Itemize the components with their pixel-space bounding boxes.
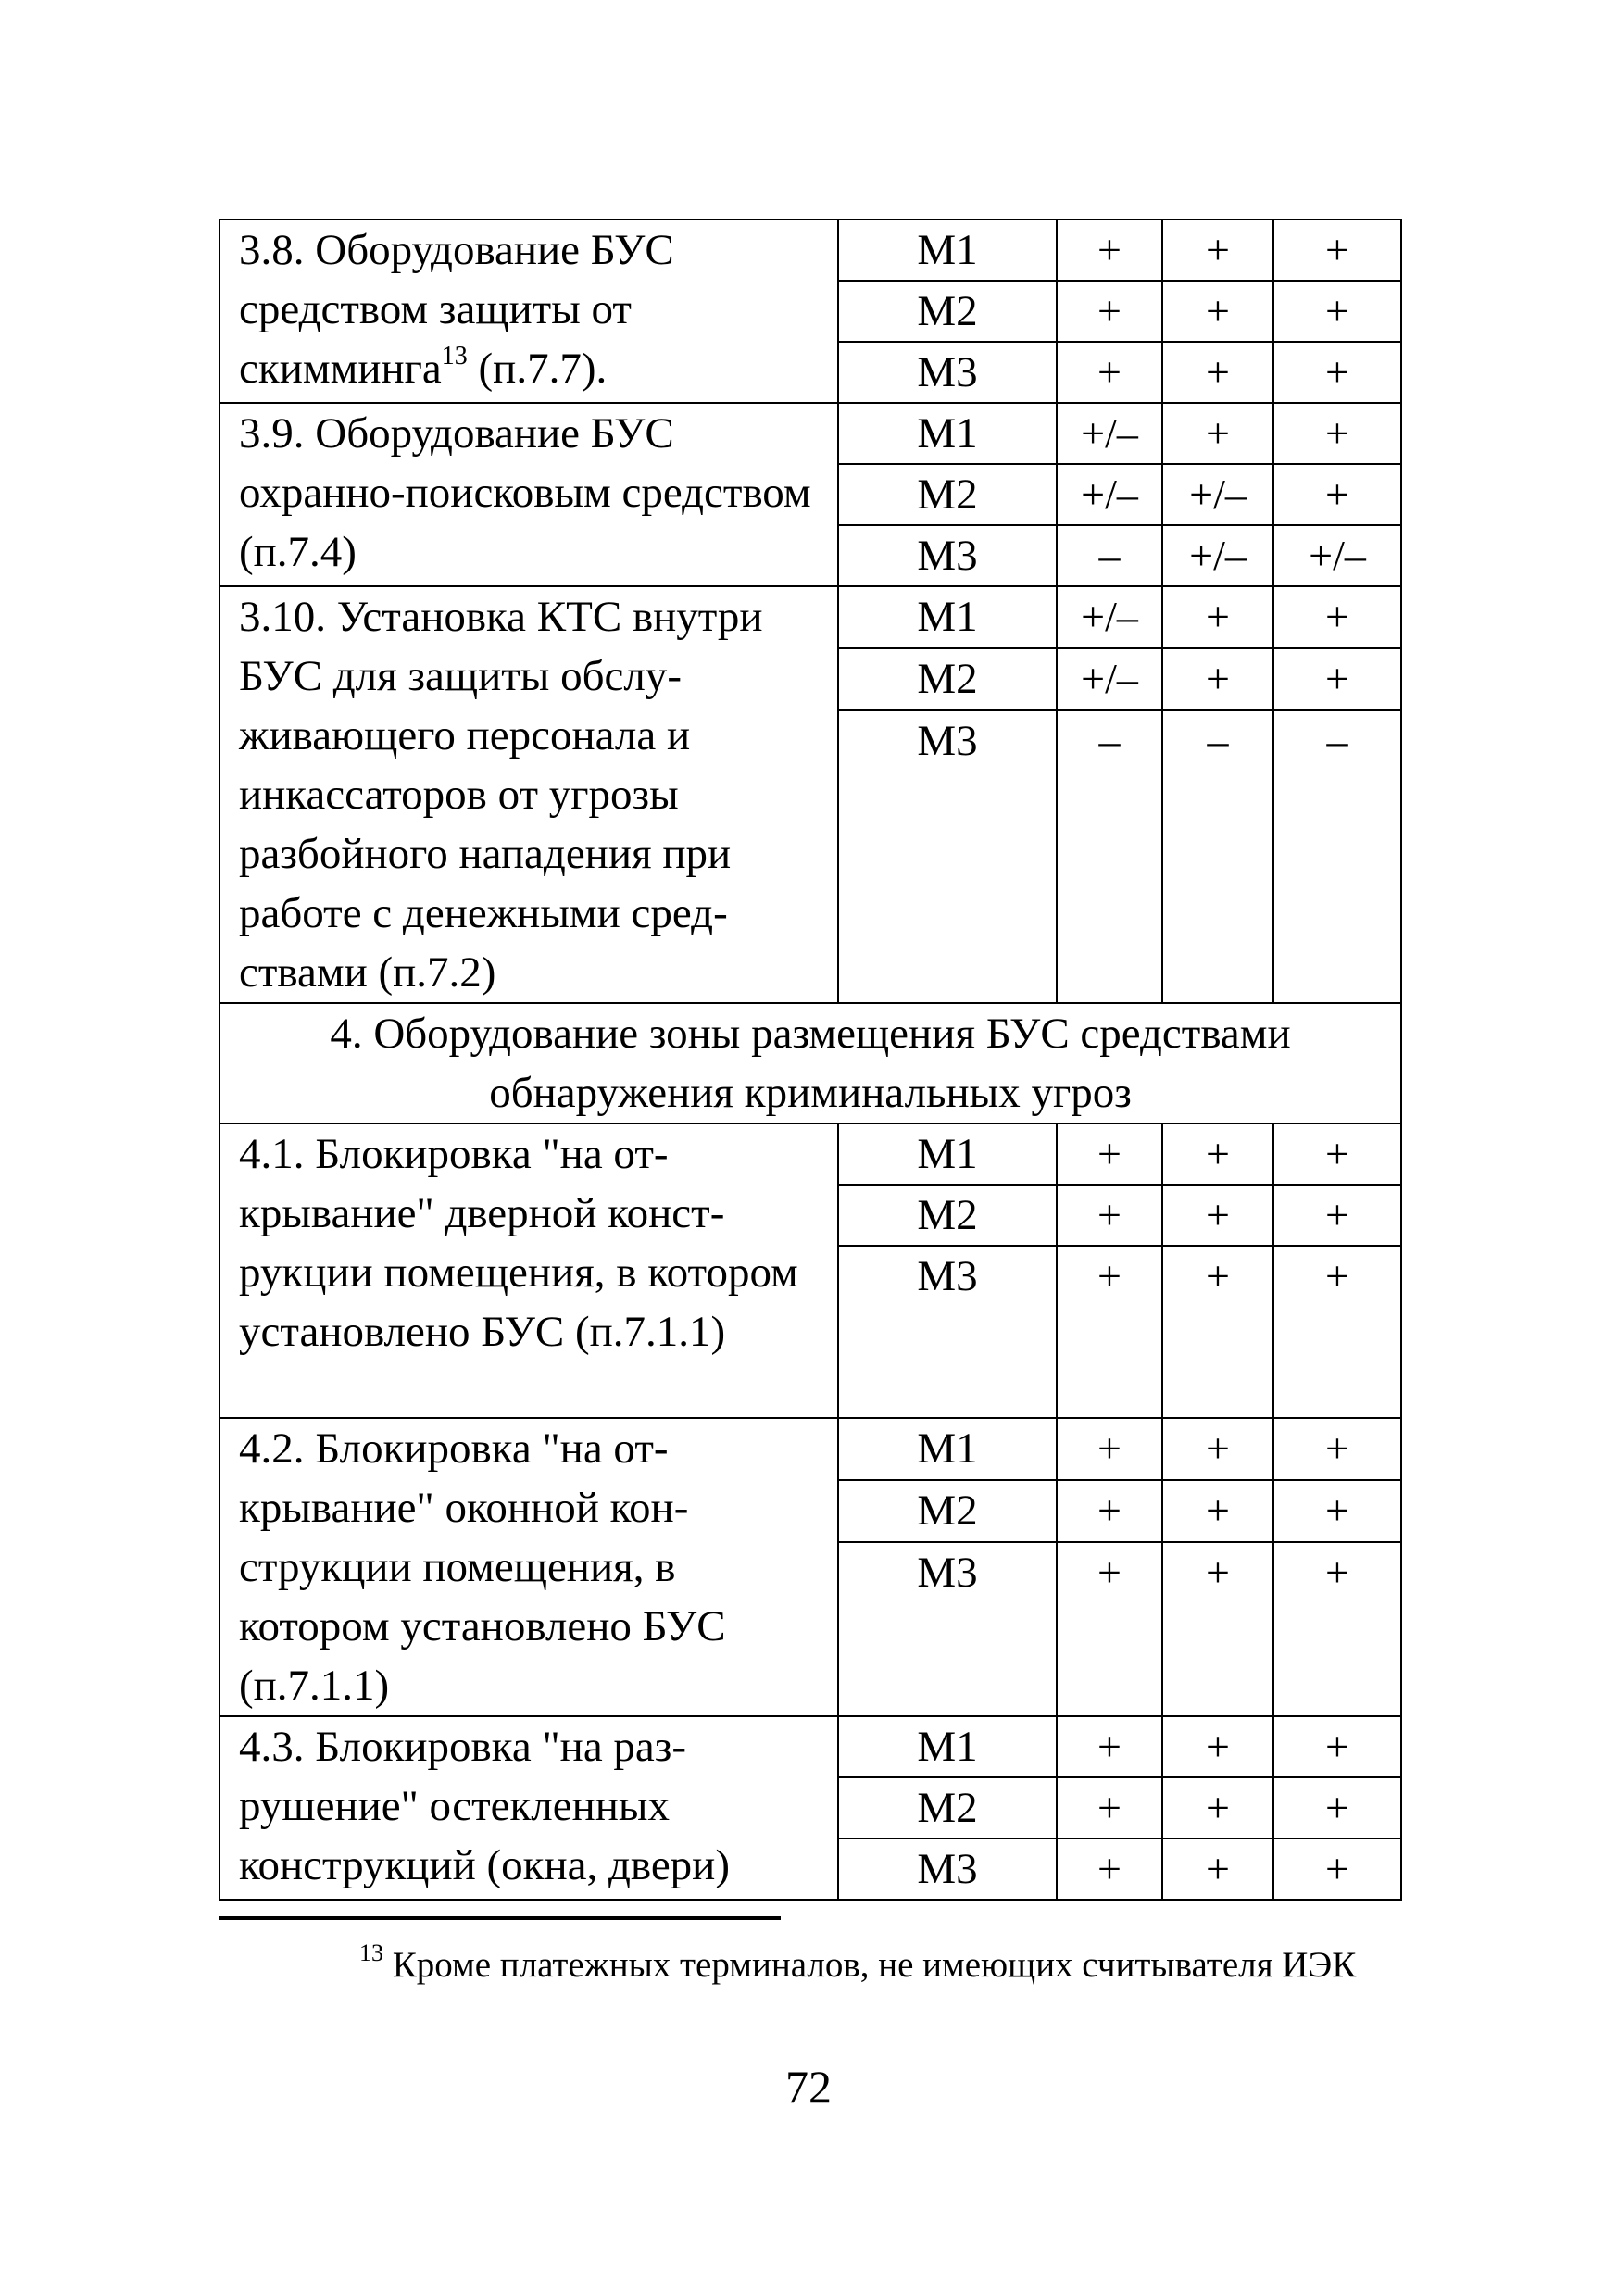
value-cell: +/–	[1057, 464, 1162, 525]
value-cell: +	[1057, 1838, 1162, 1900]
value-cell: +	[1162, 342, 1273, 403]
modification-cell: М2	[838, 1480, 1057, 1542]
value-cell: –	[1057, 525, 1162, 586]
value-cell: +	[1273, 1123, 1401, 1185]
value-cell: +	[1057, 1777, 1162, 1838]
value-cell: +	[1057, 1418, 1162, 1480]
page-number: 72	[785, 2061, 832, 2113]
value-cell: +	[1273, 464, 1401, 525]
modification-cell: М1	[838, 1418, 1057, 1480]
modification-cell: М2	[838, 1185, 1057, 1246]
modification-cell: М2	[838, 1777, 1057, 1838]
table-row	[219, 586, 1401, 648]
row-description: 4.3. Блокировка "на разрушение" остекленных конструкций (окна, двери)	[219, 1716, 838, 1900]
modification-cell: М3	[838, 342, 1057, 403]
modification-cell: М3	[838, 1542, 1057, 1716]
value-cell: +	[1057, 281, 1162, 342]
value-cell: +	[1162, 281, 1273, 342]
value-cell: +	[1273, 403, 1401, 464]
value-cell: +	[1273, 1418, 1401, 1480]
modification-cell: М3	[838, 710, 1057, 1003]
value-cell: +	[1273, 342, 1401, 403]
modification-cell: М2	[838, 281, 1057, 342]
value-cell: +	[1162, 1777, 1273, 1838]
table-row	[219, 403, 1401, 464]
value-cell: +	[1057, 1542, 1162, 1716]
row-description: 3.9. Оборудование БУС охранно-поисковым средством (п.7.4)	[219, 403, 838, 586]
value-cell: +	[1273, 281, 1401, 342]
modification-cell: М3	[838, 1838, 1057, 1900]
value-cell: +	[1273, 1246, 1401, 1418]
value-cell: +	[1162, 1838, 1273, 1900]
value-cell: +	[1057, 220, 1162, 281]
modification-cell: М3	[838, 1246, 1057, 1418]
value-cell: +	[1273, 1542, 1401, 1716]
value-cell: +	[1162, 1185, 1273, 1246]
table-row	[219, 1418, 1401, 1480]
value-cell: +	[1057, 1246, 1162, 1418]
row-description: 3.10. Установка КТС внутри БУС для защиты обслуживающего персонала и инкассаторов от угрозы разбойного нападения при работе с денежными средствами (п.7.2)	[219, 586, 838, 1003]
row-description: 4.1. Блокировка "на открывание" дверной конструкции помещения, в котором установлено БУС (п.7.1.1)	[219, 1123, 838, 1418]
value-cell: +	[1162, 586, 1273, 648]
value-cell: +/–	[1162, 464, 1273, 525]
value-cell: +/–	[1273, 525, 1401, 586]
footnote-ref: 13	[441, 342, 468, 370]
value-cell: +	[1057, 1480, 1162, 1542]
value-cell: +	[1162, 1542, 1273, 1716]
value-cell: –	[1162, 710, 1273, 1003]
table-row	[219, 1123, 1401, 1185]
table-row	[219, 220, 1401, 281]
modification-cell: М1	[838, 220, 1057, 281]
value-cell: +	[1273, 1716, 1401, 1777]
modification-cell: М1	[838, 403, 1057, 464]
value-cell: +	[1273, 1480, 1401, 1542]
modification-cell: М2	[838, 464, 1057, 525]
value-cell: +	[1162, 1123, 1273, 1185]
modification-cell: М1	[838, 1716, 1057, 1777]
value-cell: +/–	[1057, 403, 1162, 464]
row-description: 4.2. Блокировка "на открывание" оконной конструкции помещения, в котором установлено БУС (п.7.1.1)	[219, 1418, 838, 1716]
value-cell: +	[1057, 1123, 1162, 1185]
row-description: 3.8. Оборудование БУС средством защиты от скимминга$^{13}$ (п.7.7).	[219, 220, 838, 403]
table-row	[219, 1716, 1401, 1777]
modification-cell: М1	[838, 586, 1057, 648]
footnote	[202, 1939, 1406, 1991]
value-cell: +	[1057, 1185, 1162, 1246]
value-cell: –	[1273, 710, 1401, 1003]
footnote-body: Кроме платежных терминалов, не имеющих считывателя ИЭК	[383, 1945, 1357, 1985]
value-cell: +	[1057, 342, 1162, 403]
value-cell: +	[1162, 220, 1273, 281]
requirements-table	[219, 219, 1402, 1901]
modification-cell: М3	[838, 525, 1057, 586]
section-heading: 4. Оборудование зоны размещения БУС средствами обнаружения криминальных угроз	[219, 1003, 1401, 1123]
value-cell: +	[1162, 1716, 1273, 1777]
value-cell: +	[1273, 1185, 1401, 1246]
value-cell: +	[1162, 1418, 1273, 1480]
section-row	[219, 1003, 1401, 1123]
footnote-text	[202, 1939, 1406, 1991]
value-cell: +	[1273, 586, 1401, 648]
footnote-separator	[219, 1916, 781, 1920]
value-cell: +	[1273, 1838, 1401, 1900]
modification-cell: М1	[838, 1123, 1057, 1185]
value-cell: +	[1273, 220, 1401, 281]
value-cell: +/–	[1057, 648, 1162, 710]
value-cell: +	[1273, 1777, 1401, 1838]
value-cell: +/–	[1162, 525, 1273, 586]
value-cell: +	[1273, 648, 1401, 710]
value-cell: –	[1057, 710, 1162, 1003]
value-cell: +	[1162, 403, 1273, 464]
value-cell: +/–	[1057, 586, 1162, 648]
modification-cell: М2	[838, 648, 1057, 710]
value-cell: +	[1057, 1716, 1162, 1777]
value-cell: +	[1162, 1246, 1273, 1418]
value-cell: +	[1162, 1480, 1273, 1542]
value-cell: +	[1162, 648, 1273, 710]
footnote-number: 13	[359, 1939, 383, 1966]
